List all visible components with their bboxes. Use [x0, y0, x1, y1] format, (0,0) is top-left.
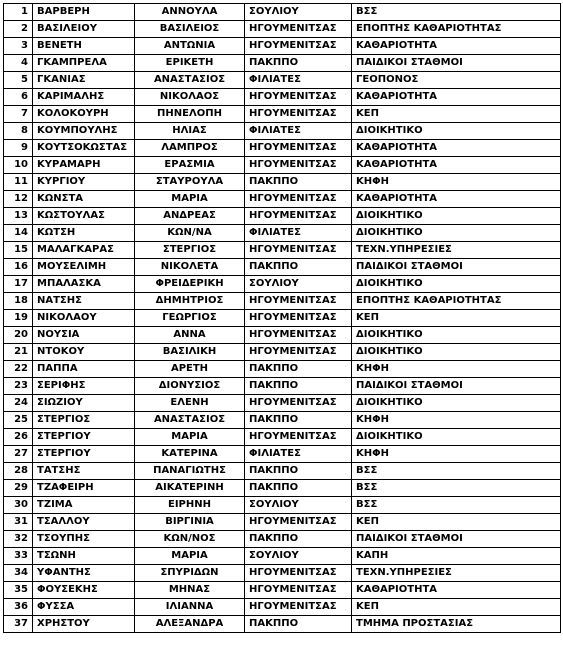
- department-cell: ΗΓΟΥΜΕΝΙΤΣΑΣ: [245, 191, 352, 208]
- firstname-cell: ΑΝΝΟΥΛΑ: [135, 4, 245, 21]
- service-cell: ΠΑΙΔΙΚΟΙ ΣΤΑΘΜΟΙ: [352, 531, 561, 548]
- surname-cell: ΧΡΗΣΤΟΥ: [33, 616, 135, 633]
- service-cell: ΠΑΙΔΙΚΟΙ ΣΤΑΘΜΟΙ: [352, 55, 561, 72]
- firstname-cell: ΝΙΚΟΛΑΟΣ: [135, 89, 245, 106]
- surname-cell: ΦΥΣΣΑ: [33, 599, 135, 616]
- firstname-cell: ΦΡΕΙΔΕΡΙΚΗ: [135, 276, 245, 293]
- row-number: 37: [4, 616, 33, 633]
- row-number: 36: [4, 599, 33, 616]
- row-number: 34: [4, 565, 33, 582]
- department-cell: ΗΓΟΥΜΕΝΙΤΣΑΣ: [245, 38, 352, 55]
- department-cell: ΗΓΟΥΜΕΝΙΤΣΑΣ: [245, 89, 352, 106]
- table-row: [4, 395, 561, 412]
- surname-cell: ΝΟΥΣΙΑ: [33, 327, 135, 344]
- service-cell: ΔΙΟΙΚΗΤΙΚΟ: [352, 208, 561, 225]
- department-cell: ΠΑΚΠΠΟ: [245, 463, 352, 480]
- surname-cell: ΚΥΡΑΜΑΡΗ: [33, 157, 135, 174]
- department-cell: ΗΓΟΥΜΕΝΙΤΣΑΣ: [245, 21, 352, 38]
- service-cell: ΚΗΦΗ: [352, 361, 561, 378]
- row-number: 16: [4, 259, 33, 276]
- firstname-cell: ΒΑΣΙΛΕΙΟΣ: [135, 21, 245, 38]
- firstname-cell: ΝΙΚΟΛΕΤΑ: [135, 259, 245, 276]
- firstname-cell: ΕΡΙΚΕΤΗ: [135, 55, 245, 72]
- service-cell: ΔΙΟΙΚΗΤΙΚΟ: [352, 276, 561, 293]
- department-cell: ΗΓΟΥΜΕΝΙΤΣΑΣ: [245, 140, 352, 157]
- table-row: [4, 565, 561, 582]
- row-number: 1: [4, 4, 33, 21]
- row-number: 15: [4, 242, 33, 259]
- row-number: 33: [4, 548, 33, 565]
- table-row: [4, 140, 561, 157]
- row-number: 6: [4, 89, 33, 106]
- row-number: 12: [4, 191, 33, 208]
- surname-cell: ΤΖΑΦΕΙΡΗ: [33, 480, 135, 497]
- surname-cell: ΠΑΠΠΑ: [33, 361, 135, 378]
- table-row: [4, 327, 561, 344]
- row-number: 23: [4, 378, 33, 395]
- department-cell: ΣΟΥΛΙΟΥ: [245, 497, 352, 514]
- surname-cell: ΤΣΑΛΛΟΥ: [33, 514, 135, 531]
- table-row: [4, 446, 561, 463]
- row-number: 17: [4, 276, 33, 293]
- firstname-cell: ΑΡΕΤΗ: [135, 361, 245, 378]
- service-cell: ΒΣΣ: [352, 497, 561, 514]
- service-cell: ΚΕΠ: [352, 310, 561, 327]
- table-row: [4, 480, 561, 497]
- row-number: 26: [4, 429, 33, 446]
- surname-cell: ΒΑΣΙΛΕΙΟΥ: [33, 21, 135, 38]
- surname-cell: ΚΟΥΜΠΟΥΛΗΣ: [33, 123, 135, 140]
- table-row: [4, 599, 561, 616]
- row-number: 3: [4, 38, 33, 55]
- service-cell: ΤΕΧΝ.ΥΠΗΡΕΣΙΕΣ: [352, 565, 561, 582]
- department-cell: ΗΓΟΥΜΕΝΙΤΣΑΣ: [245, 327, 352, 344]
- table-row: [4, 582, 561, 599]
- staff-table-container: [3, 3, 560, 633]
- table-row: [4, 497, 561, 514]
- firstname-cell: ΑΝΝΑ: [135, 327, 245, 344]
- service-cell: ΚΕΠ: [352, 106, 561, 123]
- firstname-cell: ΕΛΕΝΗ: [135, 395, 245, 412]
- surname-cell: ΦΟΥΣΕΚΗΣ: [33, 582, 135, 599]
- service-cell: ΚΑΘΑΡΙΟΤΗΤΑ: [352, 191, 561, 208]
- service-cell: ΚΑΘΑΡΙΟΤΗΤΑ: [352, 157, 561, 174]
- service-cell: ΒΣΣ: [352, 463, 561, 480]
- table-row: [4, 4, 561, 21]
- department-cell: ΗΓΟΥΜΕΝΙΤΣΑΣ: [245, 242, 352, 259]
- firstname-cell: ΛΑΜΠΡΟΣ: [135, 140, 245, 157]
- table-row: [4, 412, 561, 429]
- firstname-cell: ΓΕΩΡΓΙΟΣ: [135, 310, 245, 327]
- surname-cell: ΝΤΟΚΟΥ: [33, 344, 135, 361]
- service-cell: ΒΣΣ: [352, 4, 561, 21]
- surname-cell: ΜΠΑΛΑΣΚΑ: [33, 276, 135, 293]
- service-cell: ΔΙΟΙΚΗΤΙΚΟ: [352, 344, 561, 361]
- table-row: [4, 38, 561, 55]
- row-number: 8: [4, 123, 33, 140]
- service-cell: ΚΕΠ: [352, 514, 561, 531]
- surname-cell: ΤΣΩΝΗ: [33, 548, 135, 565]
- row-number: 9: [4, 140, 33, 157]
- department-cell: ΦΙΛΙΑΤΕΣ: [245, 446, 352, 463]
- firstname-cell: ΣΤΕΡΓΙΟΣ: [135, 242, 245, 259]
- surname-cell: ΒΑΡΒΕΡΗ: [33, 4, 135, 21]
- department-cell: ΗΓΟΥΜΕΝΙΤΣΑΣ: [245, 395, 352, 412]
- table-row: [4, 106, 561, 123]
- department-cell: ΣΟΥΛΙΟΥ: [245, 276, 352, 293]
- surname-cell: ΣΤΕΡΓΙΟΥ: [33, 429, 135, 446]
- service-cell: ΒΣΣ: [352, 480, 561, 497]
- surname-cell: ΒΕΝΕΤΗ: [33, 38, 135, 55]
- table-row: [4, 344, 561, 361]
- table-row: [4, 429, 561, 446]
- table-row: [4, 616, 561, 633]
- service-cell: ΤΕΧΝ.ΥΠΗΡΕΣΙΕΣ: [352, 242, 561, 259]
- firstname-cell: ΜΑΡΙΑ: [135, 548, 245, 565]
- department-cell: ΠΑΚΠΠΟ: [245, 480, 352, 497]
- firstname-cell: ΑΛΕΞΑΝΔΡΑ: [135, 616, 245, 633]
- surname-cell: ΥΦΑΝΤΗΣ: [33, 565, 135, 582]
- firstname-cell: ΑΝΔΡΕΑΣ: [135, 208, 245, 225]
- firstname-cell: ΔΗΜΗΤΡΙΟΣ: [135, 293, 245, 310]
- department-cell: ΗΓΟΥΜΕΝΙΤΣΑΣ: [245, 157, 352, 174]
- service-cell: ΓΕΟΠΟΝΟΣ: [352, 72, 561, 89]
- department-cell: ΗΓΟΥΜΕΝΙΤΣΑΣ: [245, 106, 352, 123]
- department-cell: ΗΓΟΥΜΕΝΙΤΣΑΣ: [245, 599, 352, 616]
- firstname-cell: ΑΙΚΑΤΕΡΙΝΗ: [135, 480, 245, 497]
- table-row: [4, 191, 561, 208]
- row-number: 29: [4, 480, 33, 497]
- service-cell: ΚΗΦΗ: [352, 412, 561, 429]
- row-number: 21: [4, 344, 33, 361]
- row-number: 10: [4, 157, 33, 174]
- row-number: 11: [4, 174, 33, 191]
- firstname-cell: ΜΗΝΑΣ: [135, 582, 245, 599]
- row-number: 27: [4, 446, 33, 463]
- service-cell: ΔΙΟΙΚΗΤΙΚΟ: [352, 123, 561, 140]
- row-number: 30: [4, 497, 33, 514]
- service-cell: ΔΙΟΙΚΗΤΙΚΟ: [352, 225, 561, 242]
- firstname-cell: ΠΑΝΑΓΙΩΤΗΣ: [135, 463, 245, 480]
- surname-cell: ΤΖΙΜΑ: [33, 497, 135, 514]
- row-number: 31: [4, 514, 33, 531]
- service-cell: ΠΑΙΔΙΚΟΙ ΣΤΑΘΜΟΙ: [352, 259, 561, 276]
- firstname-cell: ΗΛΙΑΣ: [135, 123, 245, 140]
- firstname-cell: ΒΙΡΓΙΝΙΑ: [135, 514, 245, 531]
- row-number: 28: [4, 463, 33, 480]
- surname-cell: ΜΟΥΣΕΛΙΜΗ: [33, 259, 135, 276]
- table-row: [4, 259, 561, 276]
- department-cell: ΗΓΟΥΜΕΝΙΤΣΑΣ: [245, 582, 352, 599]
- service-cell: ΔΙΟΙΚΗΤΙΚΟ: [352, 327, 561, 344]
- firstname-cell: ΒΑΣΙΛΙΚΗ: [135, 344, 245, 361]
- firstname-cell: ΙΛΙΑΝΝΑ: [135, 599, 245, 616]
- row-number: 22: [4, 361, 33, 378]
- firstname-cell: ΕΙΡΗΝΗ: [135, 497, 245, 514]
- department-cell: ΗΓΟΥΜΕΝΙΤΣΑΣ: [245, 293, 352, 310]
- table-row: [4, 55, 561, 72]
- row-number: 7: [4, 106, 33, 123]
- service-cell: ΠΑΙΔΙΚΟΙ ΣΤΑΘΜΟΙ: [352, 378, 561, 395]
- surname-cell: ΜΑΛΑΓΚΑΡΑΣ: [33, 242, 135, 259]
- firstname-cell: ΑΝΑΣΤΑΣΙΟΣ: [135, 72, 245, 89]
- table-row: [4, 463, 561, 480]
- table-row: [4, 242, 561, 259]
- service-cell: ΚΗΦΗ: [352, 174, 561, 191]
- service-cell: ΤΜΗΜΑ ΠΡΟΣΤΑΣΙΑΣ: [352, 616, 561, 633]
- row-number: 14: [4, 225, 33, 242]
- row-number: 4: [4, 55, 33, 72]
- department-cell: ΗΓΟΥΜΕΝΙΤΣΑΣ: [245, 208, 352, 225]
- firstname-cell: ΣΤΑΥΡΟΥΛΑ: [135, 174, 245, 191]
- row-number: 2: [4, 21, 33, 38]
- firstname-cell: ΠΗΝΕΛΟΠΗ: [135, 106, 245, 123]
- surname-cell: ΚΟΛΟΚΟΥΡΗ: [33, 106, 135, 123]
- surname-cell: ΤΑΤΣΗΣ: [33, 463, 135, 480]
- row-number: 35: [4, 582, 33, 599]
- surname-cell: ΣΙΩΖΙΟΥ: [33, 395, 135, 412]
- table-row: [4, 21, 561, 38]
- department-cell: ΦΙΛΙΑΤΕΣ: [245, 225, 352, 242]
- table-row: [4, 89, 561, 106]
- department-cell: ΣΟΥΛΙΟΥ: [245, 4, 352, 21]
- department-cell: ΠΑΚΠΠΟ: [245, 55, 352, 72]
- service-cell: ΔΙΟΙΚΗΤΙΚΟ: [352, 429, 561, 446]
- department-cell: ΠΑΚΠΠΟ: [245, 412, 352, 429]
- department-cell: ΗΓΟΥΜΕΝΙΤΣΑΣ: [245, 429, 352, 446]
- service-cell: ΚΑΘΑΡΙΟΤΗΤΑ: [352, 582, 561, 599]
- service-cell: ΚΑΘΑΡΙΟΤΗΤΑ: [352, 89, 561, 106]
- surname-cell: ΤΣΟΥΠΗΣ: [33, 531, 135, 548]
- department-cell: ΠΑΚΠΠΟ: [245, 174, 352, 191]
- row-number: 32: [4, 531, 33, 548]
- table-row: [4, 123, 561, 140]
- surname-cell: ΚΟΥΤΣΟΚΩΣΤΑΣ: [33, 140, 135, 157]
- service-cell: ΚΑΠΗ: [352, 548, 561, 565]
- surname-cell: ΝΙΚΟΛΑΟΥ: [33, 310, 135, 327]
- department-cell: ΗΓΟΥΜΕΝΙΤΣΑΣ: [245, 344, 352, 361]
- service-cell: ΚΑΘΑΡΙΟΤΗΤΑ: [352, 38, 561, 55]
- service-cell: ΚΗΦΗ: [352, 446, 561, 463]
- row-number: 24: [4, 395, 33, 412]
- surname-cell: ΣΤΕΡΓΙΟΥ: [33, 446, 135, 463]
- firstname-cell: ΕΡΑΣΜΙΑ: [135, 157, 245, 174]
- surname-cell: ΣΕΡΙΦΗΣ: [33, 378, 135, 395]
- table-row: [4, 514, 561, 531]
- service-cell: ΚΕΠ: [352, 599, 561, 616]
- table-row: [4, 157, 561, 174]
- firstname-cell: ΚΩΝ/ΝΑ: [135, 225, 245, 242]
- department-cell: ΣΟΥΛΙΟΥ: [245, 548, 352, 565]
- firstname-cell: ΜΑΡΙΑ: [135, 191, 245, 208]
- staff-table-body: [4, 4, 561, 633]
- row-number: 18: [4, 293, 33, 310]
- table-row: [4, 531, 561, 548]
- table-row: [4, 293, 561, 310]
- row-number: 13: [4, 208, 33, 225]
- table-row: [4, 225, 561, 242]
- department-cell: ΠΑΚΠΠΟ: [245, 361, 352, 378]
- firstname-cell: ΔΙΟΝΥΣΙΟΣ: [135, 378, 245, 395]
- row-number: 5: [4, 72, 33, 89]
- department-cell: ΗΓΟΥΜΕΝΙΤΣΑΣ: [245, 310, 352, 327]
- table-row: [4, 378, 561, 395]
- surname-cell: ΚΥΡΓΙΟΥ: [33, 174, 135, 191]
- table-row: [4, 208, 561, 225]
- service-cell: ΕΠΟΠΤΗΣ ΚΑΘΑΡΙΟΤΗΤΑΣ: [352, 293, 561, 310]
- firstname-cell: ΚΑΤΕΡΙΝΑ: [135, 446, 245, 463]
- table-row: [4, 174, 561, 191]
- surname-cell: ΓΚΑΜΠΡΕΛΑ: [33, 55, 135, 72]
- table-row: [4, 276, 561, 293]
- department-cell: ΗΓΟΥΜΕΝΙΤΣΑΣ: [245, 514, 352, 531]
- surname-cell: ΚΩΝΣΤΑ: [33, 191, 135, 208]
- surname-cell: ΚΑΡΙΜΑΛΗΣ: [33, 89, 135, 106]
- table-row: [4, 548, 561, 565]
- department-cell: ΠΑΚΠΠΟ: [245, 531, 352, 548]
- staff-table: [3, 3, 561, 633]
- department-cell: ΦΙΛΙΑΤΕΣ: [245, 123, 352, 140]
- service-cell: ΔΙΟΙΚΗΤΙΚΟ: [352, 395, 561, 412]
- firstname-cell: ΑΝΤΩΝΙΑ: [135, 38, 245, 55]
- surname-cell: ΣΤΕΡΓΙΟΣ: [33, 412, 135, 429]
- row-number: 19: [4, 310, 33, 327]
- row-number: 20: [4, 327, 33, 344]
- surname-cell: ΚΩΣΤΟΥΛΑΣ: [33, 208, 135, 225]
- surname-cell: ΚΩΤΣΗ: [33, 225, 135, 242]
- department-cell: ΠΑΚΠΠΟ: [245, 259, 352, 276]
- department-cell: ΗΓΟΥΜΕΝΙΤΣΑΣ: [245, 565, 352, 582]
- service-cell: ΕΠΟΠΤΗΣ ΚΑΘΑΡΙΟΤΗΤΑΣ: [352, 21, 561, 38]
- department-cell: ΠΑΚΠΠΟ: [245, 616, 352, 633]
- table-row: [4, 310, 561, 327]
- table-row: [4, 72, 561, 89]
- table-row: [4, 361, 561, 378]
- firstname-cell: ΚΩΝ/ΝΟΣ: [135, 531, 245, 548]
- firstname-cell: ΜΑΡΙΑ: [135, 429, 245, 446]
- row-number: 25: [4, 412, 33, 429]
- surname-cell: ΓΚΑΝΙΑΣ: [33, 72, 135, 89]
- firstname-cell: ΑΝΑΣΤΑΣΙΟΣ: [135, 412, 245, 429]
- department-cell: ΦΙΛΙΑΤΕΣ: [245, 72, 352, 89]
- service-cell: ΚΑΘΑΡΙΟΤΗΤΑ: [352, 140, 561, 157]
- surname-cell: ΝΑΤΣΗΣ: [33, 293, 135, 310]
- firstname-cell: ΣΠΥΡΙΔΩΝ: [135, 565, 245, 582]
- department-cell: ΠΑΚΠΠΟ: [245, 378, 352, 395]
